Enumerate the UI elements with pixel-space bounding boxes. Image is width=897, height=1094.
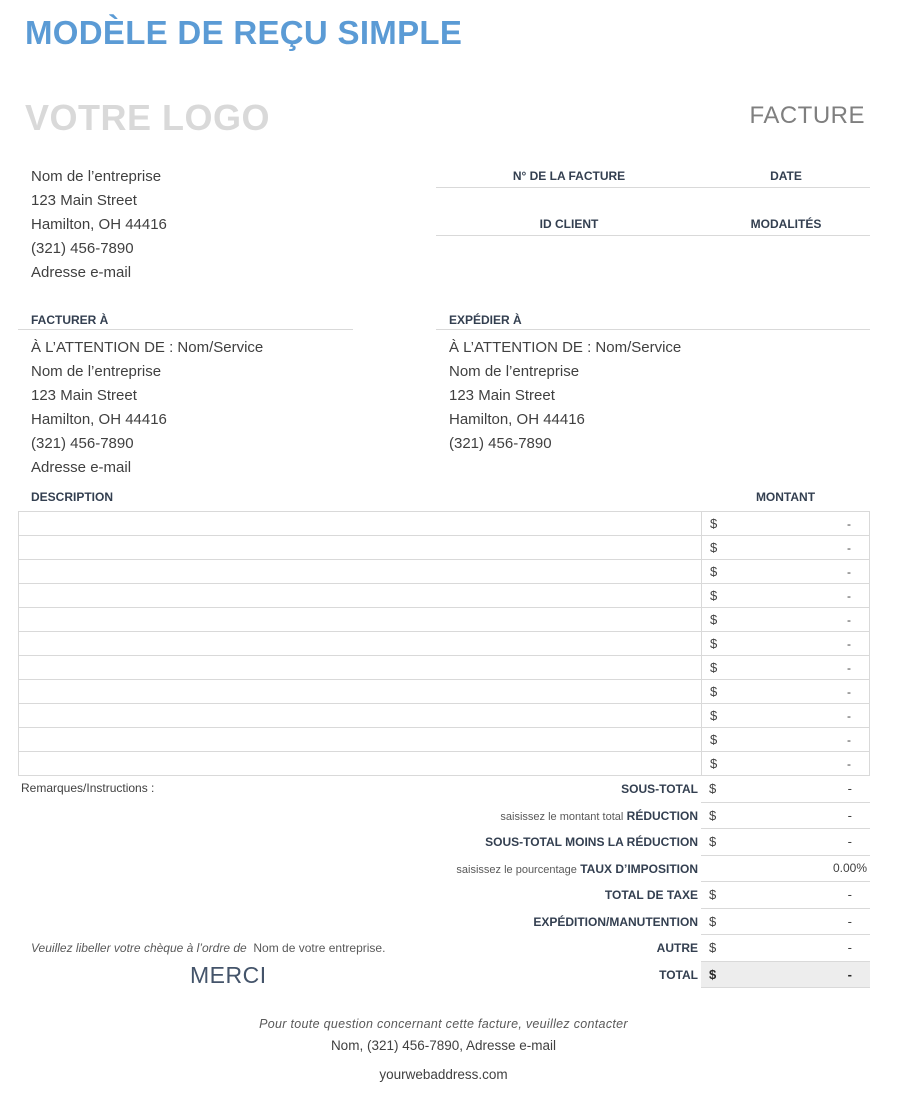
bill-to-street[interactable]: 123 Main Street (31, 387, 137, 404)
ship-to-heading: EXPÉDIER À (436, 310, 870, 330)
company-street[interactable]: 123 Main Street (31, 192, 137, 209)
currency-symbol: $ (709, 966, 717, 982)
item-amount-cell[interactable] (702, 536, 869, 559)
item-amount-value: - (847, 756, 851, 771)
client-id-label: ID CLIENT (539, 217, 599, 231)
company-name[interactable]: Nom de l’entreprise (31, 168, 162, 185)
discount-row (300, 803, 870, 830)
description-column-header: DESCRIPTION (31, 490, 114, 504)
company-info (31, 165, 167, 285)
ship-to-company[interactable]: Nom de l’entreprise (449, 363, 580, 380)
shipping-value-cell[interactable] (701, 909, 870, 936)
ship-to-phone[interactable]: (321) 456-7890 (449, 435, 552, 452)
company-email[interactable]: Adresse e-mail (31, 264, 132, 281)
currency-symbol: $ (710, 516, 718, 531)
item-description-cell[interactable] (19, 560, 702, 583)
subtotal-label: SOUS-TOTAL (621, 782, 698, 797)
bill-to-city[interactable]: Hamilton, OH 44416 (31, 411, 167, 428)
total-tax-value: - (847, 887, 852, 903)
total-tax-row (300, 882, 870, 909)
item-description-cell[interactable] (19, 584, 702, 607)
invoice-meta-row-2 (436, 212, 870, 236)
tax-rate-value: 0.00% (832, 861, 867, 876)
item-amount-cell[interactable] (702, 704, 869, 727)
subtotal-less-discount-value-cell (701, 829, 870, 856)
ship-to-block (449, 336, 681, 456)
bill-to-email[interactable]: Adresse e-mail (31, 459, 132, 476)
logo-placeholder: VOTRE LOGO (25, 97, 271, 138)
grand-total-row (300, 962, 870, 989)
currency-symbol: $ (710, 732, 718, 747)
table-row (19, 752, 869, 776)
item-amount-cell[interactable] (702, 512, 869, 535)
table-row (19, 728, 869, 752)
invoice-number-label: N° DE LA FACTURE (512, 169, 626, 183)
item-amount-cell[interactable] (702, 632, 869, 655)
tax-rate-value-cell[interactable] (701, 856, 870, 883)
bill-to-company[interactable]: Nom de l’entreprise (31, 363, 162, 380)
grand-total-value-cell (701, 962, 870, 989)
item-amount-cell[interactable] (702, 656, 869, 679)
discount-hint: saisissez le montant total (500, 810, 624, 823)
item-amount-value: - (847, 588, 851, 603)
item-amount-value: - (847, 660, 851, 675)
currency-symbol: $ (709, 834, 717, 850)
footer-contact-details: Nom, (321) 456-7890, Adresse e-mail (330, 1038, 557, 1053)
table-row (19, 512, 869, 536)
discount-value: - (847, 807, 852, 823)
currency-symbol: $ (709, 913, 717, 929)
item-amount-value: - (847, 516, 851, 531)
item-amount-value: - (847, 708, 851, 723)
item-amount-value: - (847, 564, 851, 579)
subtotal-less-discount-label: SOUS-TOTAL MOINS LA RÉDUCTION (485, 835, 698, 850)
subtotal-value: - (847, 781, 852, 797)
currency-symbol: $ (709, 807, 717, 823)
subtotal-less-discount-row (300, 829, 870, 856)
item-amount-cell[interactable] (702, 728, 869, 751)
currency-symbol: $ (710, 756, 718, 771)
thank-you-text: MERCI (190, 962, 267, 988)
notes-label: Remarques/Instructions : (21, 781, 155, 795)
tax-rate-row (300, 856, 870, 883)
table-row (19, 608, 869, 632)
footer-contact-prompt: Pour toute question concernant cette facture, veuillez contacter (259, 1017, 628, 1031)
page-title: MODÈLE DE REÇU SIMPLE (25, 14, 463, 51)
bill-to-attention[interactable]: À L’ATTENTION DE : Nom/Service (31, 339, 264, 356)
grand-total-value: - (847, 966, 852, 982)
table-row (19, 680, 869, 704)
bill-to-phone[interactable]: (321) 456-7890 (31, 435, 134, 452)
item-amount-value: - (847, 732, 851, 747)
tax-rate-label: TAUX D’IMPOSITION (580, 861, 698, 876)
bill-to-block (31, 336, 263, 480)
item-description-cell[interactable] (19, 512, 702, 535)
item-amount-value: - (847, 684, 851, 699)
table-row (19, 536, 869, 560)
total-tax-value-cell (701, 882, 870, 909)
currency-symbol: $ (709, 781, 717, 797)
item-description-cell[interactable] (19, 680, 702, 703)
invoice-meta-row-1 (436, 164, 870, 188)
tax-rate-hint: saisissez le pourcentage (456, 863, 577, 876)
invoice-meta-values-1[interactable] (436, 188, 870, 212)
currency-symbol: $ (709, 887, 717, 903)
subtotal-less-discount-value: - (847, 834, 852, 850)
currency-symbol: $ (710, 684, 718, 699)
grand-total-label: TOTAL (659, 967, 698, 982)
shipping-value: - (847, 913, 852, 929)
item-amount-value: - (847, 636, 851, 651)
currency-symbol: $ (710, 540, 718, 555)
table-row (19, 656, 869, 680)
shipping-row (300, 909, 870, 936)
table-row (19, 632, 869, 656)
item-amount-cell[interactable] (702, 608, 869, 631)
subtotal-row (300, 776, 870, 803)
cheque-prefix: Veuillez libeller votre chèque à l’ordre de (31, 941, 247, 955)
line-items-table (18, 511, 870, 776)
table-row (19, 560, 869, 584)
amount-column-header: MONTANT (755, 490, 816, 504)
item-amount-cell[interactable] (702, 584, 869, 607)
company-phone[interactable]: (321) 456-7890 (31, 240, 134, 257)
table-row (19, 704, 869, 728)
bill-to-heading: FACTURER À (18, 310, 353, 330)
item-description-cell[interactable] (19, 536, 702, 559)
currency-symbol: $ (710, 564, 718, 579)
ship-to-street[interactable]: 123 Main Street (449, 387, 555, 404)
item-description-cell[interactable] (19, 704, 702, 727)
item-amount-value: - (847, 612, 851, 627)
date-label: DATE (770, 169, 802, 183)
currency-symbol: $ (709, 940, 717, 956)
cheque-payee[interactable]: Nom de votre entreprise. (253, 941, 386, 955)
totals-block (300, 776, 870, 988)
other-label: AUTRE (656, 941, 698, 956)
item-description-cell[interactable] (19, 728, 702, 751)
item-amount-cell[interactable] (702, 680, 869, 703)
discount-value-cell[interactable] (701, 803, 870, 830)
currency-symbol: $ (710, 612, 718, 627)
currency-symbol: $ (710, 588, 718, 603)
other-value-cell[interactable] (701, 935, 870, 962)
total-tax-label: TOTAL DE TAXE (604, 888, 698, 903)
currency-symbol: $ (710, 660, 718, 675)
table-row (19, 584, 869, 608)
item-description-cell[interactable] (19, 656, 702, 679)
item-description-cell[interactable] (19, 752, 702, 775)
shipping-label: EXPÉDITION/MANUTENTION (533, 914, 698, 929)
item-amount-cell[interactable] (702, 560, 869, 583)
company-city[interactable]: Hamilton, OH 44416 (31, 216, 167, 233)
item-amount-value: - (847, 540, 851, 555)
cheque-instruction (31, 941, 385, 955)
subtotal-value-cell (701, 776, 870, 803)
footer-website[interactable]: yourwebaddress.com (379, 1067, 508, 1082)
currency-symbol: $ (710, 708, 718, 723)
document-type-label: FACTURE (749, 102, 865, 129)
currency-symbol: $ (710, 636, 718, 651)
item-amount-cell[interactable] (702, 752, 869, 775)
item-description-cell[interactable] (19, 632, 702, 655)
ship-to-attention[interactable]: À L’ATTENTION DE : Nom/Service (449, 339, 682, 356)
other-value: - (847, 940, 852, 956)
ship-to-city[interactable]: Hamilton, OH 44416 (449, 411, 585, 428)
discount-label: RÉDUCTION (626, 808, 698, 823)
other-row (300, 935, 870, 962)
terms-label: MODALITÉS (750, 217, 822, 231)
item-description-cell[interactable] (19, 608, 702, 631)
